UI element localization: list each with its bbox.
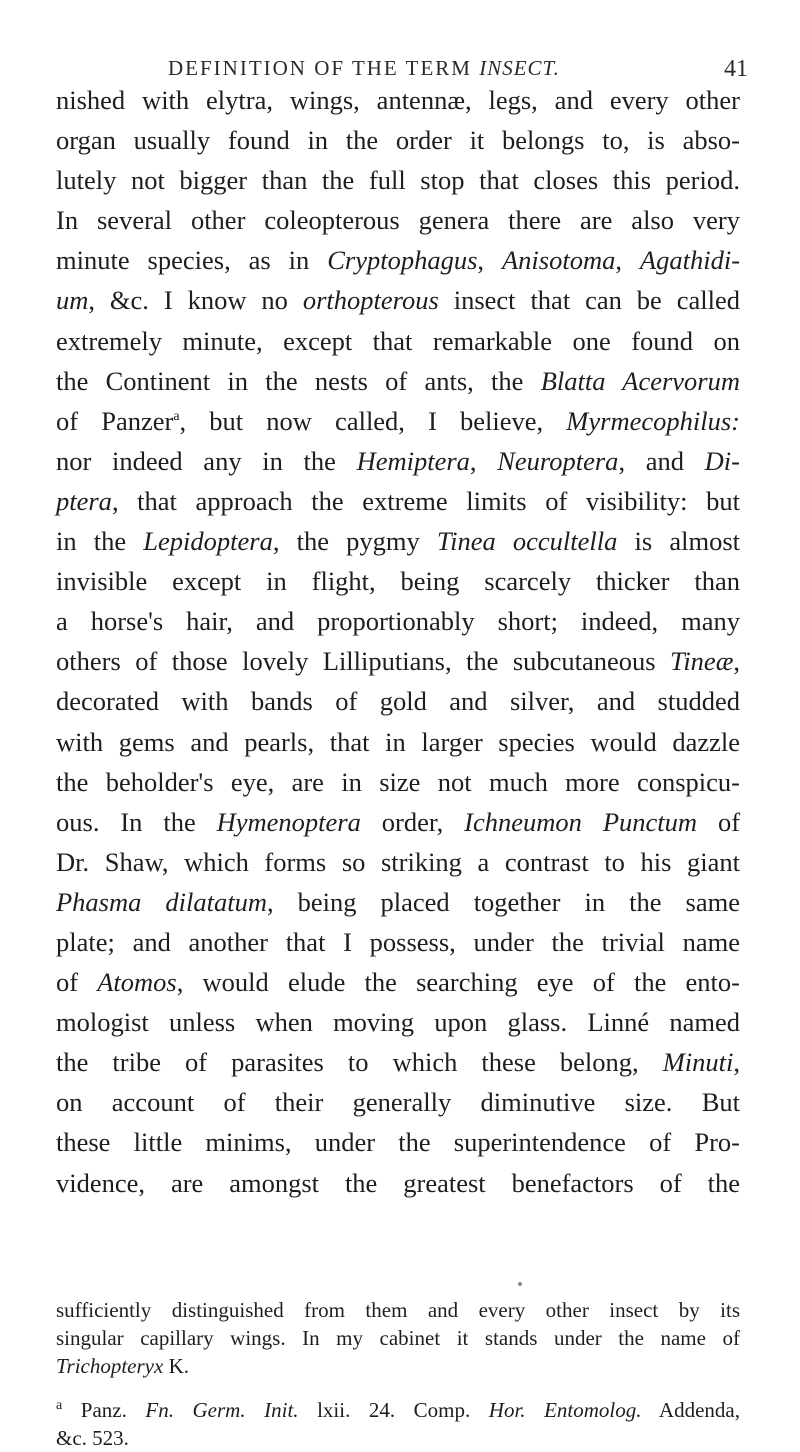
- text-run: insect that can be called: [438, 285, 740, 316]
- footnote-line: [56, 1352, 740, 1380]
- italic-text: orthopterous: [302, 285, 439, 316]
- italic-text: Minuti: [662, 1047, 734, 1078]
- text-run: minute species, as in: [56, 245, 328, 276]
- italic-text: Hymenoptera: [216, 806, 361, 837]
- text-line: [56, 80, 740, 120]
- body-text: [56, 80, 740, 1203]
- text-run: vidence, are amongst the greatest benefactors of the: [56, 1167, 740, 1198]
- footnote-marker: a: [173, 408, 180, 424]
- text-run: these little minims, under the superintendence of Pro-: [56, 1127, 740, 1158]
- italic-text: Agathidi-: [639, 245, 741, 276]
- text-run: &c. 523.: [56, 1426, 129, 1450]
- text-run: a horse's hair, and proportionably short; indeed, many: [56, 606, 740, 637]
- text-line: [56, 962, 740, 1002]
- text-line: [56, 1082, 740, 1122]
- footnote-line: [56, 1296, 740, 1324]
- italic-text: Di-: [704, 445, 740, 476]
- footnotes: [56, 1296, 740, 1452]
- text-line: [56, 842, 740, 882]
- text-line: [56, 1163, 740, 1203]
- italic-text: ptera: [56, 485, 112, 516]
- text-line: [56, 321, 740, 361]
- text-run: ous. In the: [56, 806, 217, 837]
- page-number: 41: [724, 56, 748, 82]
- text-run: ,: [733, 646, 740, 677]
- running-head-title-roman: DEFINITION OF THE TERM: [168, 56, 480, 80]
- text-run: decorated with bands of gold and silver, and studded: [56, 686, 740, 717]
- text-run: organ usually found in the order it belongs to, is abso-: [56, 125, 740, 156]
- italic-text: Phasma dilatatum: [56, 886, 267, 917]
- text-run: Addenda,: [641, 1398, 740, 1422]
- italic-text: um: [56, 285, 89, 316]
- text-run: with gems and pearls, that in larger species would dazzle: [56, 726, 740, 757]
- text-run: ,: [615, 245, 640, 276]
- italic-text: Lepidoptera: [143, 526, 273, 557]
- text-run: lutely not bigger than the full stop that closes this period.: [56, 165, 740, 196]
- text-run: , the pygmy: [272, 526, 437, 557]
- text-run: , being placed together in the same: [267, 886, 740, 917]
- text-run: K.: [163, 1354, 189, 1378]
- text-run: the Continent in the nests of ants, the: [56, 365, 541, 396]
- italic-text: Blatta Acervorum: [540, 365, 740, 396]
- italic-text: Hor. Entomolog.: [488, 1398, 642, 1422]
- text-run: others of those lovely Lilliputians, the subcutaneous: [56, 646, 671, 677]
- text-run: of: [56, 967, 98, 998]
- text-line: [56, 681, 740, 721]
- text-run: ,: [733, 1047, 740, 1078]
- text-line: [56, 922, 740, 962]
- text-run: Panz.: [62, 1398, 146, 1422]
- text-line: [56, 280, 740, 320]
- text-run: singular capillary wings. In my cabinet it stands under the name of: [56, 1326, 740, 1350]
- italic-text: Ichneumon Punctum: [464, 806, 698, 837]
- text-line: [56, 481, 740, 521]
- text-run: on account of their generally diminutive size. But: [56, 1087, 740, 1118]
- italic-text: Hemiptera: [356, 445, 470, 476]
- text-line: [56, 200, 740, 240]
- text-line: [56, 441, 740, 481]
- text-run: of: [697, 806, 741, 837]
- text-run: , that approach the extreme limits of visibility: but: [111, 485, 740, 516]
- running-head-title: [168, 56, 560, 81]
- text-run: invisible except in flight, being scarcely thicker than: [56, 566, 740, 597]
- text-run: the tribe of parasites to which these belong,: [56, 1047, 663, 1078]
- text-line: [56, 762, 740, 802]
- text-run: nor indeed any in the: [56, 445, 357, 476]
- text-run: order,: [360, 806, 465, 837]
- text-line: [56, 1042, 740, 1082]
- footnote-line: [56, 1324, 740, 1352]
- text-run: nished with elytra, wings, antennæ, legs, and every other: [56, 85, 740, 115]
- text-run: sufficiently distinguished from them and every other insect by its: [56, 1298, 740, 1322]
- text-line: [56, 401, 740, 441]
- text-run: lxii. 24. Comp.: [298, 1398, 489, 1422]
- text-run: ,: [477, 245, 502, 276]
- italic-text: Fn. Germ. Init.: [145, 1398, 299, 1422]
- text-run: of Panzer: [56, 405, 174, 436]
- text-run: the beholder's eye, are in size not much more conspicu-: [56, 766, 740, 797]
- text-line: [56, 722, 740, 762]
- text-line: [56, 641, 740, 681]
- text-run: ,: [469, 445, 498, 476]
- text-run: In several other coleopterous genera there are also very: [56, 205, 740, 236]
- text-line: [56, 882, 740, 922]
- italic-text: Tinea occultella: [436, 526, 618, 557]
- footnote-marker: a: [56, 1398, 63, 1413]
- italic-text: Atomos: [97, 967, 177, 998]
- footnote-gap: [56, 1380, 740, 1396]
- text-line: [56, 521, 740, 561]
- text-run: , would elude the searching eye of the ento-: [176, 967, 740, 998]
- running-head-title-italic: INSECT.: [479, 56, 560, 80]
- italic-text: Tineæ: [670, 646, 734, 677]
- italic-text: Trichopteryx: [56, 1354, 164, 1378]
- print-speck: [518, 1282, 522, 1286]
- text-line: [56, 240, 740, 280]
- text-run: mologist unless when moving upon glass. Linné named: [56, 1007, 740, 1038]
- text-run: extremely minute, except that remarkable one found on: [56, 325, 740, 356]
- italic-text: Anisotoma: [501, 245, 616, 276]
- italic-text: Cryptophagus: [327, 245, 478, 276]
- text-line: [56, 120, 740, 160]
- text-run: , &c. I know no: [88, 285, 303, 316]
- text-line: [56, 802, 740, 842]
- text-run: , but now called, I believe,: [179, 405, 567, 436]
- text-line: [56, 561, 740, 601]
- text-run: Dr. Shaw, which forms so striking a contrast to his giant: [56, 846, 740, 877]
- text-line: [56, 160, 740, 200]
- text-run: , and: [618, 445, 705, 476]
- text-run: is almost: [617, 526, 740, 557]
- text-line: [56, 1002, 740, 1042]
- text-line: [56, 1122, 740, 1162]
- italic-text: Neuroptera: [497, 445, 619, 476]
- footnote-line: [56, 1424, 740, 1452]
- text-run: plate; and another that I possess, under the trivial name: [56, 926, 740, 957]
- italic-text: Myrmecophilus:: [566, 405, 740, 436]
- text-line: [56, 361, 740, 401]
- text-line: [56, 601, 740, 641]
- footnote-line: [56, 1396, 740, 1424]
- text-run: in the: [56, 526, 144, 557]
